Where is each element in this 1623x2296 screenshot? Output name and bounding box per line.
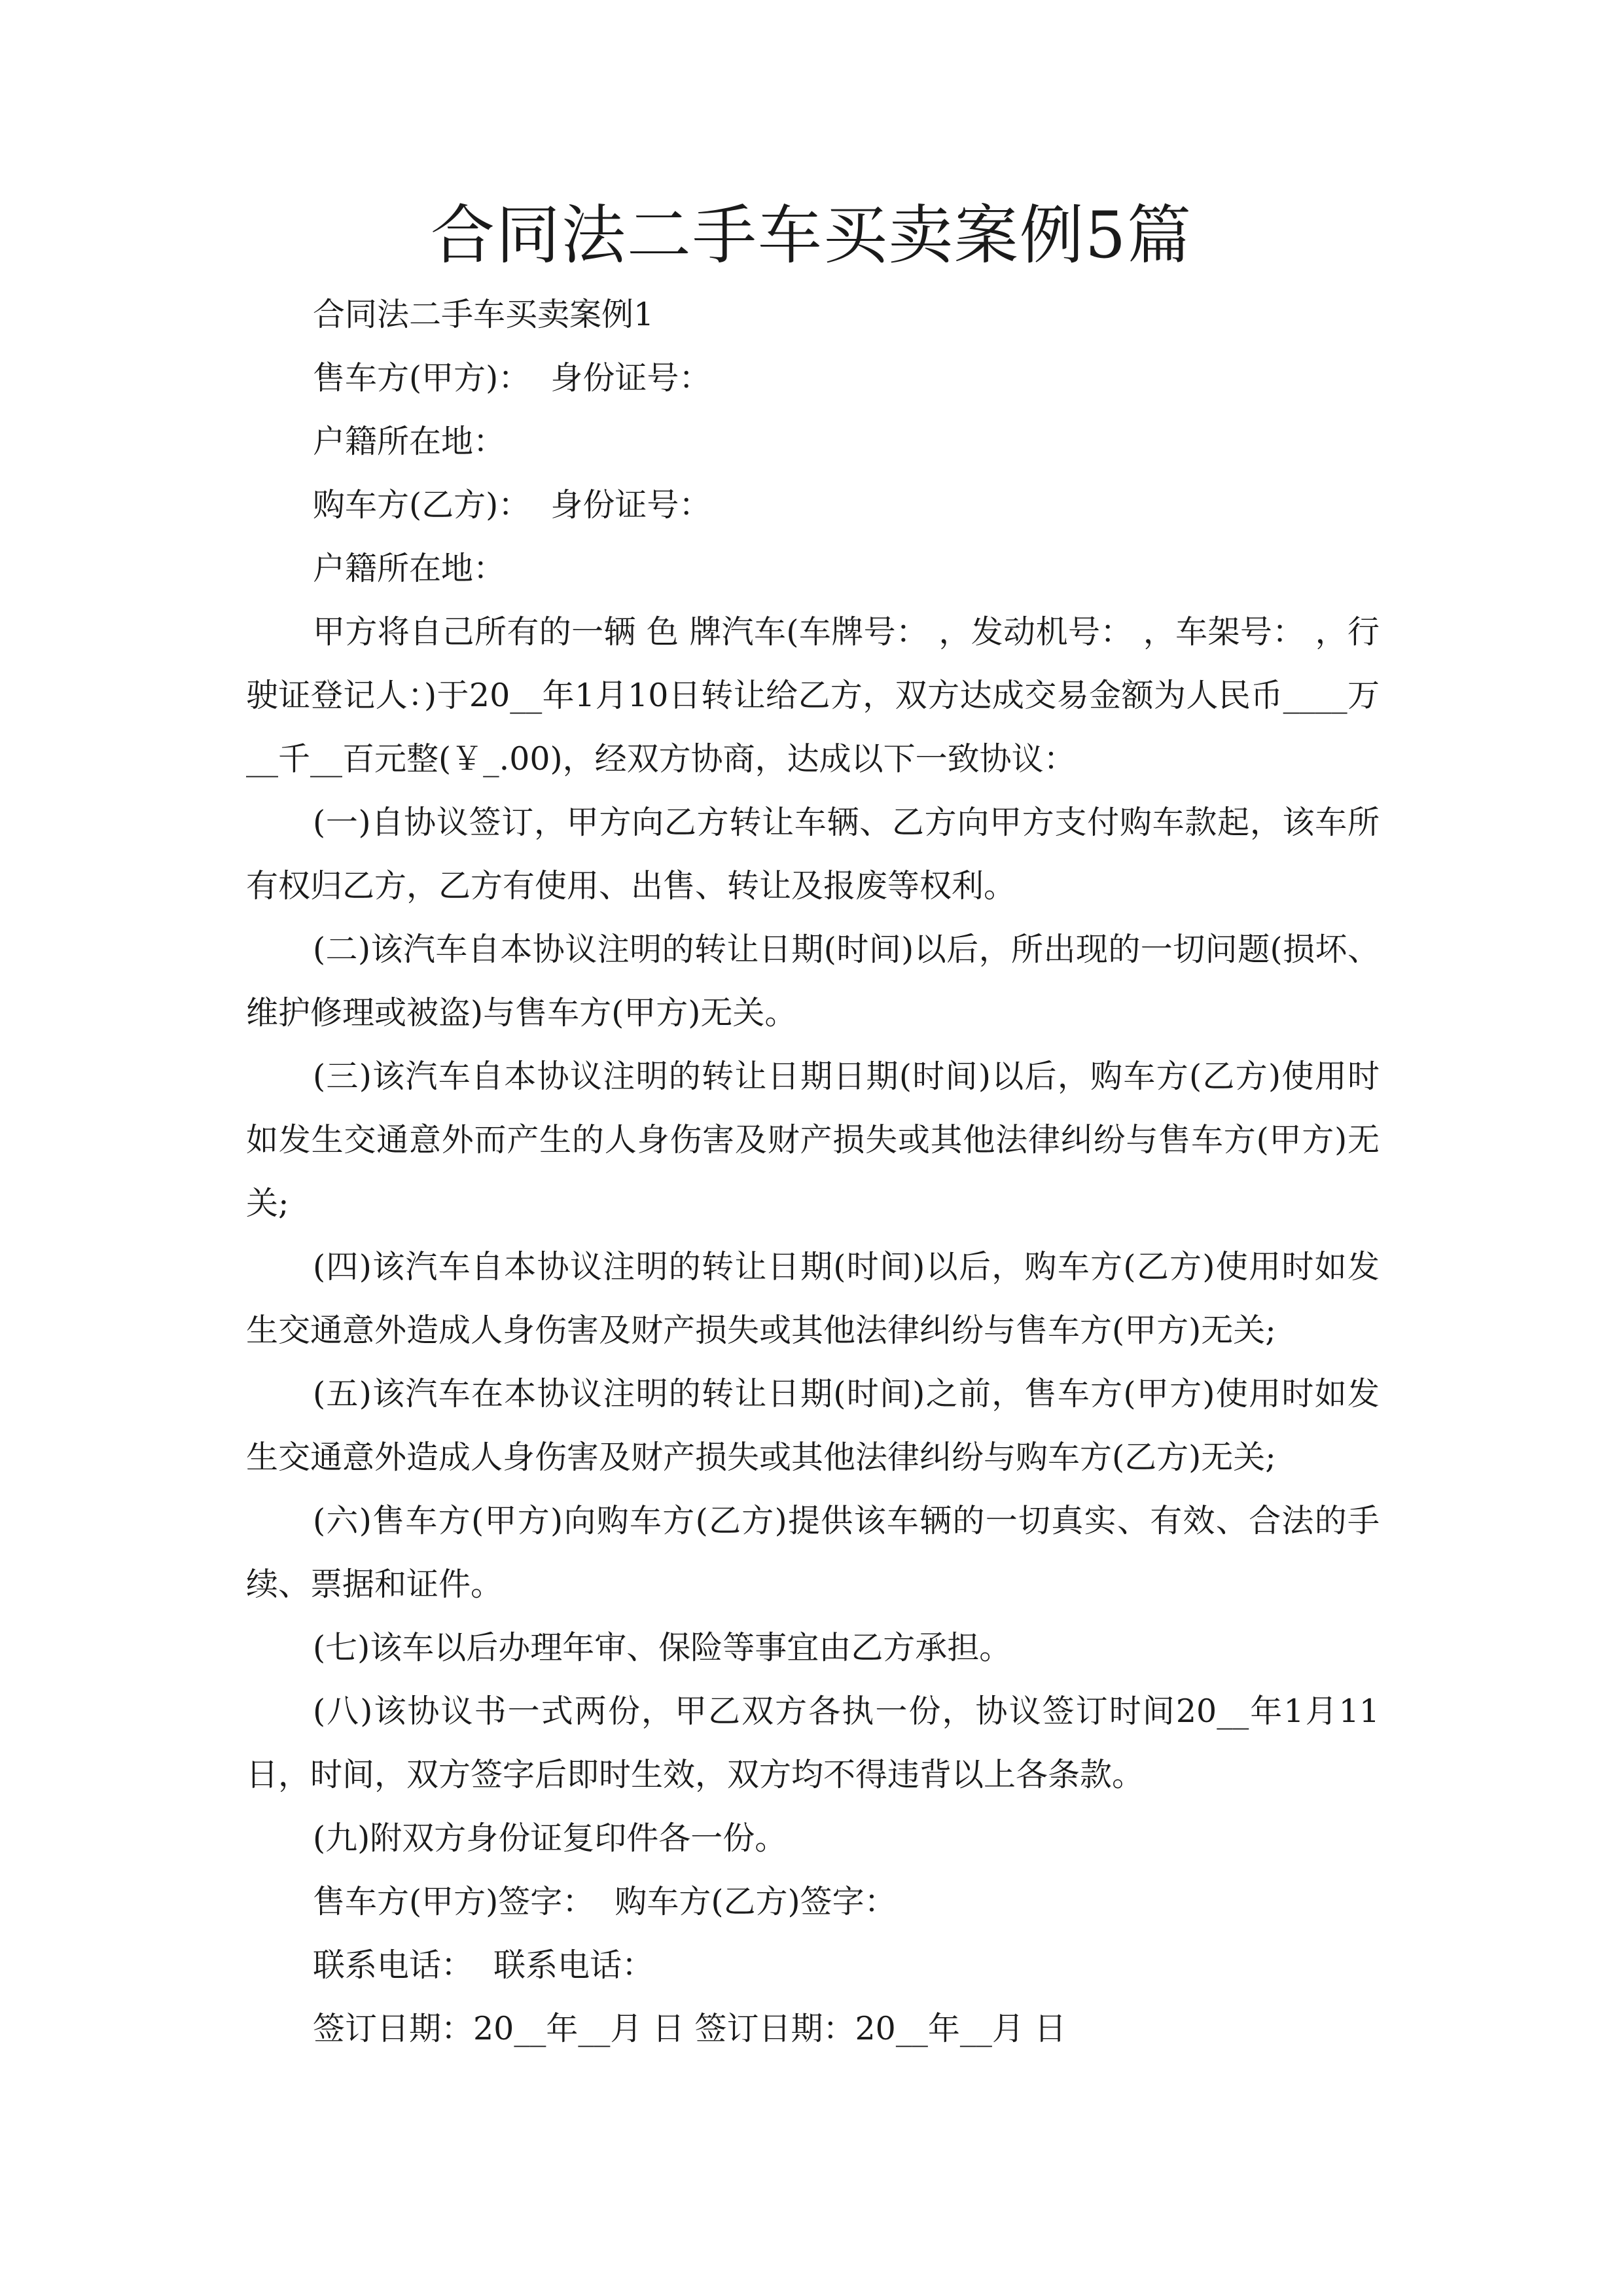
document-body: [246, 283, 1380, 2060]
clause-8: (八)该协议书一式两份，甲乙双方各执一份，协议签订时间20__年1月11日，时间，双方签字后即时生效，双方均不得违背以上各条款。: [246, 1693, 1380, 1793]
transfer-paragraph: 甲方将自己所有的一辆 色 牌汽车(车牌号： ，发动机号： ，车架号： ，行驶证登记人：)于20__年1月10日转让给乙方，双方达成交易金额为人民币____万__千__百元整(￥_.00)，经双方协商，达成以下一致协议：: [246, 613, 1380, 778]
clause-6: (六)售车方(甲方)向购车方(乙方)提供该车辆的一切真实、有效、合法的手续、票据和证件。: [246, 1502, 1380, 1603]
seller-residence-line: 户籍所在地：: [313, 423, 506, 460]
clause-3: (三)该汽车自本协议注明的转让日期日期(时间)以后，购车方(乙方)使用时如发生交通意外而产生的人身伤害及财产损失或其他法律纠纷与售车方(甲方)无关;: [246, 1058, 1380, 1222]
phone-line: 联系电话： 联系电话：: [313, 1946, 654, 1984]
buyer-id-line: 购车方(乙方)： 身份证号：: [313, 486, 711, 524]
clause-2: (二)该汽车自本协议注明的转让日期(时间)以后，所出现的一切问题(损坏、维护修理或被盗)与售车方(甲方)无关。: [246, 931, 1380, 1031]
clause-4: (四)该汽车自本协议注明的转让日期(时间)以后，购车方(乙方)使用时如发生交通意外造成人身伤害及财产损失或其他法律纠纷与售车方(甲方)无关;: [246, 1248, 1380, 1349]
clause-9: (九)附双方身份证复印件各一份。: [313, 1820, 787, 1857]
case-heading: 合同法二手车买卖案例1: [313, 296, 654, 333]
signature-line: 售车方(甲方)签字： 购车方(乙方)签字：: [313, 1883, 897, 1920]
seller-id-line: 售车方(甲方)： 身份证号：: [313, 359, 711, 397]
document-title: 合同法二手车买卖案例5篇: [430, 198, 1193, 273]
clause-5: (五)该汽车在本协议注明的转让日期(时间)之前，售车方(甲方)使用时如发生交通意外造成人身伤害及财产损失或其他法律纠纷与购车方(乙方)无关;: [246, 1375, 1380, 1476]
buyer-residence-line: 户籍所在地：: [313, 550, 506, 587]
clause-1: (一)自协议签订，甲方向乙方转让车辆、乙方向甲方支付购车款起，该车所有权归乙方，乙方有使用、出售、转让及报废等权利。: [246, 804, 1380, 905]
clause-7: (七)该车以后办理年审、保险等事宜由乙方承担。: [313, 1629, 1012, 1666]
sign-date-line: 签订日期：20__年__月 日 签订日期：20__年__月 日: [313, 2010, 1067, 2047]
